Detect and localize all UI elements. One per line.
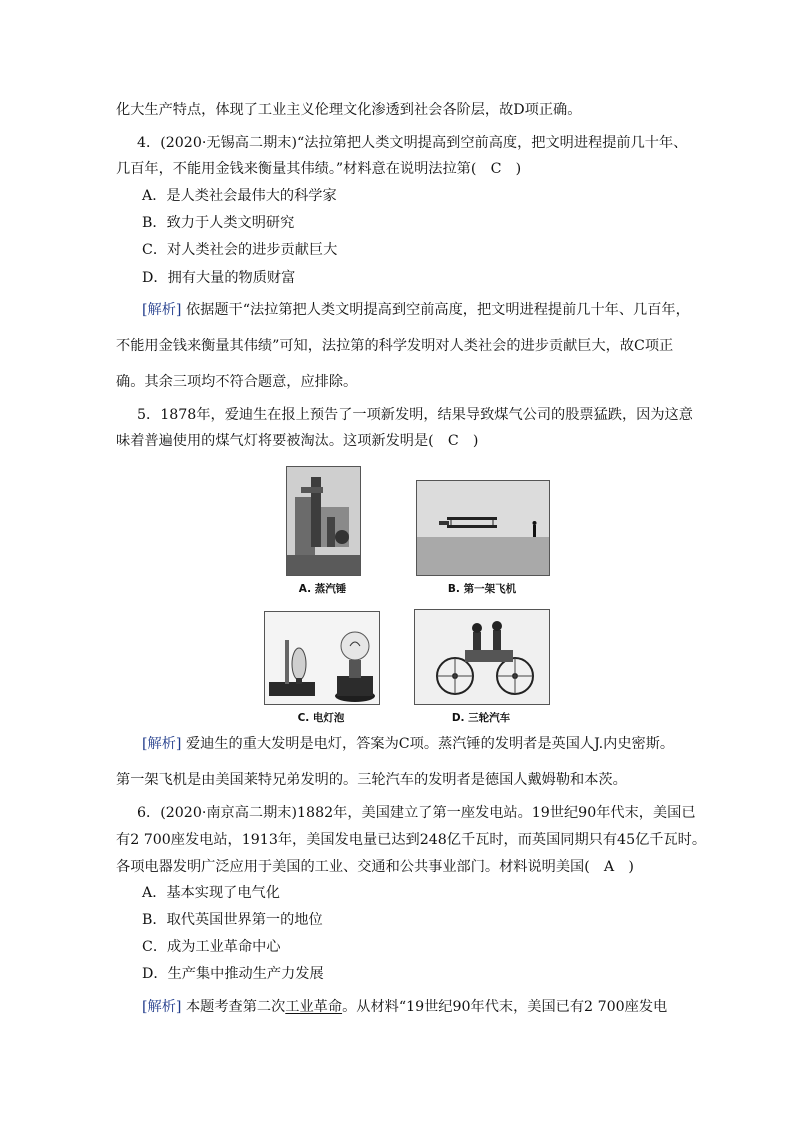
- analysis-tag: [解析]: [142, 999, 182, 1015]
- q5-stem-line1: 5．1878年，爱迪生在报上预告了一项新发明，结果导致煤气公司的股票猛跌，因为这意: [137, 407, 693, 423]
- q6-option-d: D．生产集中推动生产力发展: [142, 966, 324, 982]
- q4-stem-line1: 4．(2020·无锡高二期末)“法拉第把人类文明提高到空前高度，把文明进程提前几十年、: [137, 135, 688, 151]
- q6-stem-line3: 各项电器发明广泛应用于美国的工业、交通和公共事业部门。材料说明美国( A ): [116, 859, 634, 875]
- q5-analysis-line2: 第一架飞机是由美国莱特兄弟发明的。三轮汽车的发明者是德国人戴姆勒和本茨。: [116, 772, 627, 788]
- q6-analysis-line1: [解析] 本题考查第二次工业革命。从材料“19世纪90年代末，美国已有2 700座发电: [142, 999, 668, 1015]
- q4-analysis-line3: 确。其余三项均不符合题意，应排除。: [116, 374, 358, 390]
- q4-analysis-line2: 不能用金钱来衡量其伟绩”可知，法拉第的科学发明对人类社会的进步贡献巨大，故C项正: [116, 338, 674, 354]
- q4-option-d: D．拥有大量的物质财富: [142, 270, 296, 286]
- figure-a-caption: A. 蒸汽锤: [298, 583, 347, 595]
- underlined-term: 工业革命: [285, 999, 343, 1015]
- analysis-tag: [解析]: [142, 736, 182, 752]
- tricycle-car-photo: [414, 609, 550, 705]
- q6-option-c: C．成为工业革命中心: [142, 939, 281, 955]
- figure-b-caption: B. 第一架飞机: [447, 583, 517, 595]
- figure-d-caption: D. 三轮汽车: [451, 712, 511, 724]
- q6-option-a: A．基本实现了电气化: [142, 885, 280, 901]
- light-bulb-photo: [264, 611, 380, 705]
- q6-option-b: B．取代英国世界第一的地位: [142, 912, 323, 928]
- q4-option-b: B．致力于人类文明研究: [142, 215, 295, 231]
- analysis-tag: [解析]: [142, 302, 182, 318]
- q4-analysis-line1: [解析] 依据题干“法拉第把人类文明提高到空前高度，把文明进程提前几十年、几百年，: [142, 302, 690, 318]
- q4-option-c: C．对人类社会的进步贡献巨大: [142, 242, 338, 258]
- first-airplane-photo: [416, 480, 550, 576]
- steam-hammer-photo: [286, 466, 361, 576]
- q6-stem-line2: 有2 700座发电站，1913年，美国发电量已达到248亿千瓦时，而英国同期只有45亿千瓦时。: [116, 832, 707, 848]
- q3-analysis-line: 化大生产特点，体现了工业主义伦理文化渗透到社会各阶层，故D项正确。: [116, 102, 582, 118]
- q4-stem-line2: 几百年，不能用金钱来衡量其伟绩。”材料意在说明法拉第( C ): [116, 161, 522, 177]
- q6-stem-line1: 6．(2020·南京高二期末)1882年，美国建立了第一座发电站。19世纪90年代末，美国已: [137, 805, 696, 821]
- q4-option-a: A．是人类社会最伟大的科学家: [142, 188, 337, 204]
- q5-analysis-line1: [解析] 爱迪生的重大发明是电灯，答案为C项。蒸汽锤的发明者是英国人J.内史密斯。: [142, 736, 675, 752]
- figure-c-caption: C. 电灯泡: [297, 712, 345, 724]
- q5-stem-line2: 味着普遍使用的煤气灯将要被淘汰。这项新发明是( C ): [116, 433, 479, 449]
